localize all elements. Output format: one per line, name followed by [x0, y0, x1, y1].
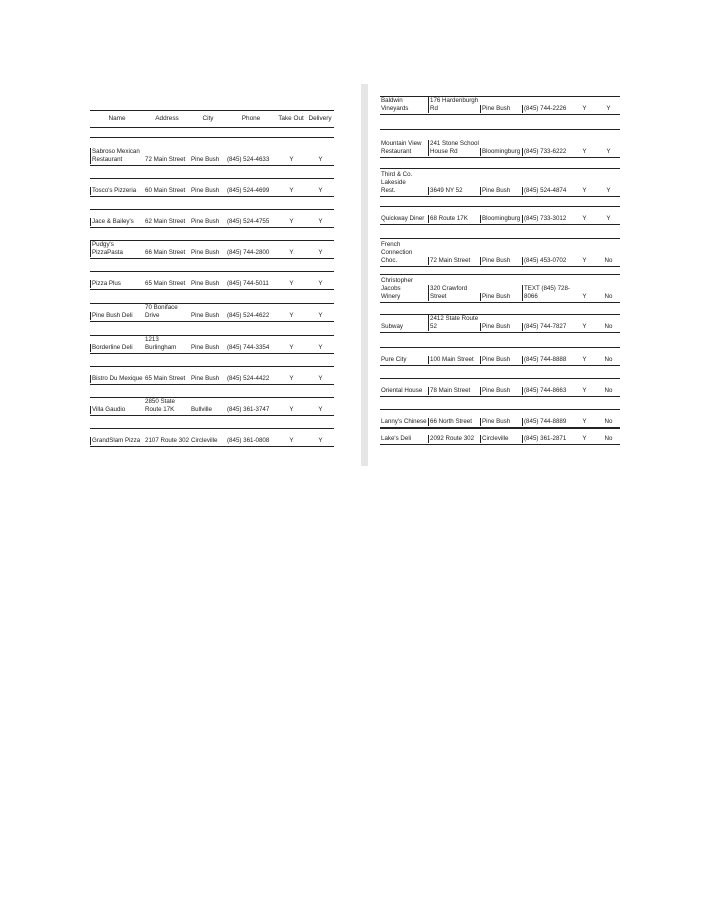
cell-city: Bloomingburg: [482, 215, 521, 222]
table-row: [380, 409, 620, 428]
cell-take-out: Y: [289, 406, 294, 413]
cell-take-out: Y: [582, 148, 587, 155]
cell-address: 3649 NY 52: [428, 187, 480, 195]
cell-delivery: No: [604, 356, 613, 363]
cell-delivery: No: [604, 293, 613, 300]
cell-address: 65 Main Street: [145, 280, 186, 287]
cell-name: Tosco's Pizzeria: [90, 187, 144, 195]
table-row: [380, 238, 620, 267]
cell-phone: (845) 453-0702: [522, 257, 572, 265]
cell-city: Pine Bush: [191, 312, 220, 319]
cell-city: Pine Bush: [480, 418, 522, 426]
cell-delivery: Y: [318, 249, 323, 256]
cell-name: Mountain View Restaurant: [381, 140, 422, 155]
cell-take-out: Y: [582, 187, 587, 194]
cell-delivery: No: [604, 435, 613, 442]
cell-phone: (845) 733-6222: [522, 148, 572, 156]
cell-name: Subway: [381, 323, 404, 330]
table-row: [380, 168, 620, 197]
table-row: [90, 137, 334, 166]
cell-phone: (845) 524-4874: [522, 187, 572, 195]
cell-name: Bistro Du Mexique: [92, 375, 143, 382]
cell-take-out: Y: [289, 312, 294, 319]
cell-phone: (845) 733-3012: [522, 215, 572, 223]
header-name: Name: [108, 115, 126, 122]
cell-delivery: No: [604, 257, 613, 264]
table-row: [380, 206, 620, 225]
cell-phone: TEXT (845) 728- 8066: [522, 285, 572, 301]
table-row: [90, 209, 334, 228]
cell-phone: (845) 361-0808: [227, 437, 270, 444]
cell-city: Pine Bush: [191, 249, 220, 256]
table-row: [90, 178, 334, 197]
header-city: City: [202, 115, 214, 122]
cell-phone: (845) 744-3354: [227, 344, 270, 351]
cell-city: Pine Bush: [480, 356, 522, 364]
cell-delivery: Y: [606, 215, 611, 222]
cell-take-out: Y: [289, 437, 294, 444]
cell-name: Oriental House: [381, 387, 423, 394]
cell-take-out: Y: [289, 218, 294, 225]
cell-address: 72 Main Street: [428, 257, 480, 265]
cell-delivery: No: [604, 387, 613, 394]
cell-name: Christopher Jacobs Winery: [381, 277, 413, 300]
table-row: [380, 378, 620, 397]
cell-name: Baldwin Vineyards: [381, 97, 409, 112]
cell-delivery: Y: [606, 187, 611, 194]
cell-take-out: Y: [582, 435, 587, 442]
cell-address: 70 Boniface Drive: [145, 304, 178, 319]
cell-take-out: Y: [289, 156, 294, 163]
cell-address: 1213 Burlingham: [145, 336, 177, 351]
cell-name: Quickway Diner: [381, 215, 425, 222]
cell-address: 320 Crawford Street: [428, 285, 480, 301]
cell-take-out: Y: [289, 280, 294, 287]
cell-delivery: No: [604, 323, 613, 330]
table-row: [90, 366, 334, 385]
cell-delivery: Y: [318, 406, 323, 413]
cell-city: Pine Bush: [480, 323, 522, 331]
cell-phone: (845) 744-2226: [522, 105, 572, 113]
cell-name: Third & Co. Lakeside Rest.: [381, 171, 413, 194]
table-row: [380, 428, 620, 445]
cell-name: Pine Bush Deli: [90, 312, 144, 320]
cell-name: Pure City: [381, 356, 407, 363]
cell-city: Pine Bush: [191, 280, 220, 287]
cell-take-out: Y: [582, 418, 587, 425]
cell-delivery: Y: [318, 375, 323, 382]
cell-phone: (845) 744-8888: [522, 356, 572, 364]
cell-phone: (845) 524-4622: [227, 312, 270, 319]
cell-take-out: Y: [289, 375, 294, 382]
cell-take-out: Y: [289, 344, 294, 351]
cell-name: Borderline Deli: [90, 344, 144, 352]
cell-phone: (845) 744-8663: [522, 387, 572, 395]
cell-city: Pine Bush: [191, 218, 220, 225]
header-address: Address: [155, 115, 179, 122]
cell-name: French Connection Choc.: [381, 241, 413, 264]
cell-address: 2092 Route 302: [428, 435, 480, 443]
cell-phone: (845) 744-7827: [522, 323, 572, 331]
cell-delivery: Y: [606, 148, 611, 155]
cell-name: Lanny's Chinese: [381, 418, 427, 425]
table-row: [380, 347, 620, 366]
cell-name: Pudgy's PizzaPasta: [90, 241, 144, 257]
cell-take-out: Y: [582, 387, 587, 394]
table-row: [380, 129, 620, 158]
table-row: [90, 303, 334, 322]
cell-city: Pine Bush: [480, 257, 522, 265]
cell-address: 78 Main Street: [428, 387, 480, 395]
page-divider: [361, 84, 368, 466]
cell-take-out: Y: [582, 356, 587, 363]
table-row: [380, 96, 620, 115]
cell-phone: (845) 524-4633: [227, 156, 270, 163]
cell-city: Pine Bush: [480, 187, 522, 195]
cell-phone: (845) 744-2800: [227, 249, 270, 256]
table-row: [380, 314, 620, 333]
cell-city: Pine Bush: [191, 187, 220, 194]
cell-phone: (845) 524-4755: [227, 218, 270, 225]
cell-take-out: Y: [289, 187, 294, 194]
table-row: [90, 397, 334, 416]
cell-city: Pine Bush: [191, 375, 220, 382]
cell-phone: (845) 524-4422: [227, 375, 270, 382]
table-row: [90, 428, 334, 447]
cell-address: 100 Main Street: [428, 356, 480, 364]
cell-name: Villa Gaudio: [90, 406, 144, 414]
table-header-row: [90, 110, 334, 128]
cell-take-out: Y: [582, 215, 587, 222]
cell-city: Circleville: [480, 435, 522, 443]
cell-phone: (845) 744-8889: [522, 418, 572, 426]
cell-delivery: Y: [318, 187, 323, 194]
cell-address: 176 Hardenburgh Rd: [430, 97, 479, 112]
cell-delivery: Y: [318, 344, 323, 351]
cell-delivery: Y: [318, 312, 323, 319]
cell-delivery: Y: [318, 218, 323, 225]
cell-phone: (845) 744-5011: [227, 280, 269, 287]
cell-take-out: Y: [582, 293, 587, 300]
cell-name: Lake's Deli: [381, 435, 412, 442]
cell-take-out: Y: [582, 323, 587, 330]
cell-address: 65 Main Street: [145, 375, 186, 382]
table-row: [380, 274, 620, 303]
cell-address: 60 Main Street: [145, 187, 186, 194]
table-row: [90, 240, 334, 259]
cell-delivery: No: [604, 418, 613, 425]
cell-name: Pizza Plus: [90, 280, 144, 288]
cell-city: Circleville: [191, 437, 218, 444]
cell-name: GrandSlam Pizza: [90, 437, 144, 445]
cell-name: Jace & Bailey's: [90, 218, 144, 226]
cell-delivery: Y: [318, 437, 323, 444]
cell-address: 62 Main Street: [145, 218, 186, 225]
cell-phone: (845) 524-4699: [227, 187, 270, 194]
cell-city: Pine Bush: [480, 387, 522, 395]
cell-take-out: Y: [582, 105, 587, 112]
cell-take-out: Y: [582, 257, 587, 264]
cell-city: Pine Bush: [480, 293, 522, 301]
cell-address: 66 North Street: [428, 418, 480, 426]
cell-address: 72 Main Street: [145, 156, 186, 163]
cell-delivery: Y: [318, 156, 323, 163]
cell-address: 2412 State Route 52: [430, 315, 479, 330]
header-phone: Phone: [241, 115, 261, 122]
cell-address: 66 Main Street: [145, 249, 186, 256]
cell-city: Pine Bush: [191, 156, 220, 163]
cell-city: Bullville: [191, 406, 212, 413]
cell-address: 241 Stone School House Rd: [430, 140, 479, 155]
table-row: [90, 335, 334, 354]
cell-address: 2850 State Route 17K: [145, 398, 175, 413]
table-row: [90, 271, 334, 290]
cell-delivery: Y: [606, 105, 611, 112]
cell-city: Pine Bush: [480, 105, 522, 113]
restaurant-table-left: [90, 110, 334, 444]
cell-name: Sabroso Mexican Restaurant: [90, 148, 144, 164]
header-delivery: Delivery: [308, 115, 332, 122]
cell-city: Pine Bush: [191, 344, 220, 351]
cell-city: Bloomingburg: [482, 148, 521, 155]
cell-phone: (845) 361-3747: [227, 406, 270, 413]
cell-take-out: Y: [289, 249, 294, 256]
cell-address: 2107 Route 302: [145, 437, 190, 444]
cell-phone: (845) 361-2871: [522, 435, 572, 443]
cell-address: 68 Route 17K: [428, 215, 480, 223]
cell-delivery: Y: [318, 280, 323, 287]
header-take-out: Take Out: [278, 115, 304, 122]
